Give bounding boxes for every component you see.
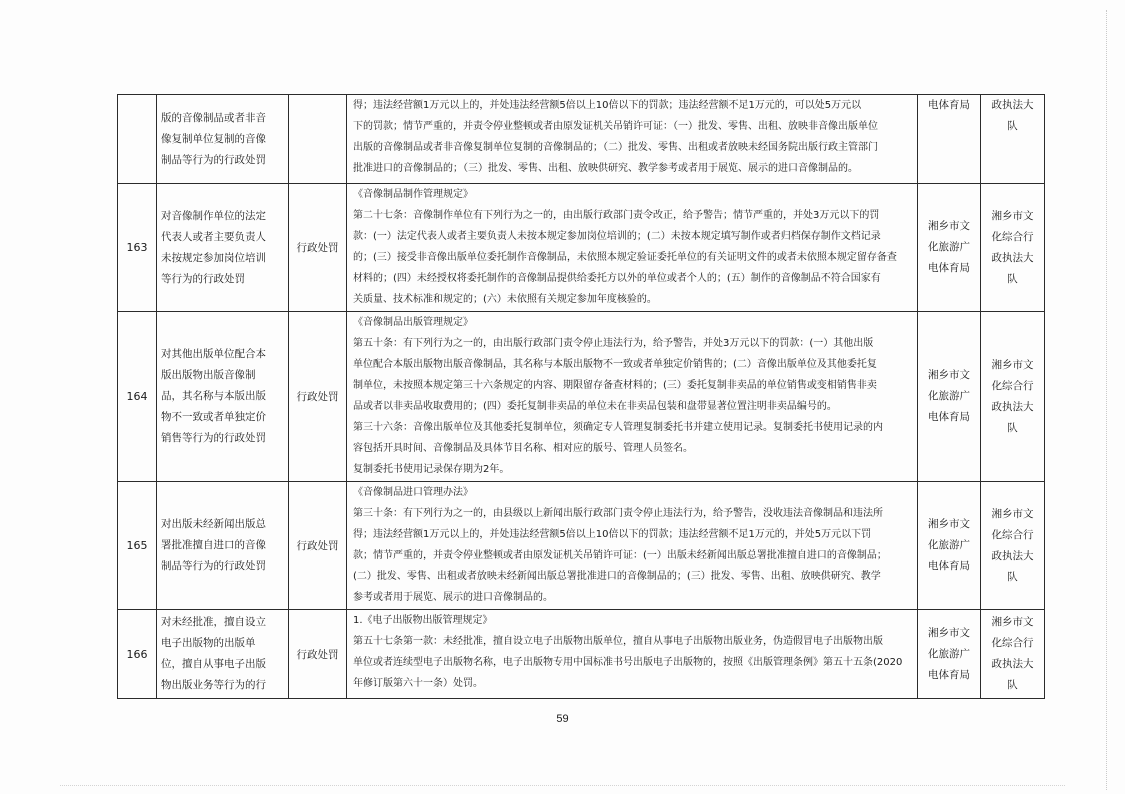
item-name-line: 等行为的行政处罚 (161, 272, 245, 285)
table-row (118, 95, 1045, 184)
item-name (157, 482, 289, 610)
penalty-items-table (117, 94, 1045, 699)
implementing-agency (918, 482, 981, 610)
scan-edge-artifact (1106, 10, 1111, 790)
unit-line: 队 (1007, 421, 1018, 434)
item-name-line: 对音像制作单位的法定 (161, 209, 266, 222)
unit-line: 湘乡市文 (991, 358, 1034, 371)
item-name-line: 对未经批准，擅自设立 (161, 616, 266, 628)
page-number: 59 (556, 713, 569, 725)
item-type: 行政处罚 (289, 312, 347, 482)
item-name (157, 95, 289, 184)
legal-basis (347, 482, 918, 610)
implementing-agency (918, 95, 981, 184)
item-type: 行政处罚 (289, 610, 347, 699)
legal-basis-line: 品或者以非卖品收取费用的；(四）委托复制非卖品的单位未在非卖品包装和盘带显著位置注明非卖品编号的。 (353, 401, 837, 412)
legal-basis (347, 95, 918, 184)
legal-basis-line: 的；(三）接受非音像出版单位委托制作音像制品，未依照本规定验证委托单位的有关证明文件的或者未依照本规定留存备查 (353, 252, 897, 263)
unit-line: 政执法大 (991, 251, 1034, 264)
enforcement-unit (981, 312, 1045, 482)
legal-basis-line: 款；情节严重的，并责令停业整顿或者由原发证机关吊销许可证：(一）出版未经新闻出版总署批准擅自进口的音像制品； (353, 550, 887, 561)
item-name-line: 像复制单位复制的音像 (161, 132, 266, 145)
row-number: 166 (118, 610, 157, 699)
item-name-line: 未按规定参加岗位培训 (161, 251, 266, 264)
legal-basis-line: 第三十条：有下列行为之一的，由县级以上新闻出版行政部门责令停止违法行为，给予警告，没收违法音像制品和违法所 (353, 508, 883, 519)
row-number: 165 (118, 482, 157, 610)
item-type (289, 95, 347, 184)
unit-line: 队 (1007, 272, 1018, 285)
item-type: 行政处罚 (289, 184, 347, 312)
item-type: 行政处罚 (289, 482, 347, 610)
item-name-line: 版的音像制品或者非音 (161, 111, 266, 124)
unit-line: 政执法大 (991, 99, 1034, 111)
agency-line: 湘乡市文 (928, 518, 970, 530)
unit-line: 化综合行 (991, 637, 1034, 649)
agency-line: 电体育局 (928, 262, 970, 274)
row-number: 164 (118, 312, 157, 482)
item-name-line: 物不一致或者单独定价 (161, 411, 266, 423)
item-name-line: 署批准擅自进口的音像 (161, 539, 266, 551)
legal-basis-line: 单位配合本版出版物出版音像制品，其名称与本版出版物不一致或者单独定价销售的；(二）音像出版单位及其他委托复 (353, 359, 877, 370)
agency-line: 化旅游广 (928, 647, 970, 660)
implementing-agency (918, 610, 981, 699)
item-name-line: 代表人或者主要负责人 (161, 230, 266, 243)
legal-basis-line: 制单位，未按照本规定第三十六条规定的内容、期限留存备查材料的；(三）委托复制非卖品的单位销售或变相销售非卖 (353, 380, 877, 391)
legal-basis-line: 容包括开具时间、音像制品及具体节目名称、相对应的版号、管理人员签名。 (353, 443, 693, 454)
item-name-line: 版出版物出版音像制 (161, 369, 256, 381)
implementing-agency (918, 312, 981, 482)
legal-basis-line: 第五十条：有下列行为之一的，由出版行政部门责令停止违法行为，给予警告，并处3万元以下的罚款：(一）其他出版 (353, 338, 874, 349)
item-name-line: 对出版未经新闻出版总 (161, 518, 266, 530)
item-name (157, 610, 289, 699)
unit-line: 政执法大 (991, 658, 1034, 670)
table-row (118, 312, 1045, 482)
item-name-line: 销售等行为的行政处罚 (161, 432, 266, 444)
item-name-line: 电子出版物的出版单 (161, 637, 256, 649)
enforcement-unit (981, 610, 1045, 699)
legal-basis-line: 下的罚款；情节严重的，并责令停业整顿或者由原发证机关吊销许可证：（一）批发、零售、出租、放映非音像出版单位 (353, 121, 878, 132)
legal-basis-line: 年修订版第六十一条）处罚。 (353, 678, 483, 689)
item-name (157, 312, 289, 482)
unit-line: 政执法大 (991, 400, 1034, 413)
legal-basis-line: 款：(一）法定代表人或者主要负责人未按本规定参加岗位培训的；(二）未按本规定填写制作或者归档保存制作文档记录 (353, 231, 881, 242)
unit-line: 队 (1007, 570, 1018, 583)
legal-basis-line: 关质量、技术标准和规定的；(六）未依照有关规定参加年度核验的。 (353, 294, 657, 305)
unit-line: 政执法大 (991, 549, 1034, 562)
legal-basis (347, 184, 918, 312)
enforcement-unit (981, 482, 1045, 610)
legal-basis-line: 出版的音像制品或者非音像复制单位复制的音像制品的；（二）批发、零售、出租或者放映未经国务院出版行政主管部门 (353, 142, 878, 153)
legal-basis-line: 第五十七条第一款：未经批准，擅自设立电子出版物出版单位，擅自从事电子出版物出版业务，伪造假冒电子出版物出版 (353, 636, 883, 647)
agency-line: 电体育局 (928, 411, 970, 423)
agency-line: 电体育局 (928, 99, 970, 111)
legal-basis-line: 材料的；(四）未经授权将委托制作的音像制品提供给委托方以外的单位或者个人的；(五）制作的音像制品不符合国家有 (353, 273, 881, 284)
item-name (157, 184, 289, 312)
agency-line: 电体育局 (928, 560, 970, 572)
agency-line: 湘乡市文 (928, 220, 970, 232)
legal-basis-line: 第二十七条：音像制作单位有下列行为之一的，由出版行政部门责令改正，给予警告；情节严重的，并处3万元以下的罚 (353, 210, 880, 221)
unit-line: 湘乡市文 (991, 616, 1034, 628)
item-name-line: 对其他出版单位配合本 (161, 348, 266, 360)
scan-bottom-artifact (60, 785, 1065, 787)
agency-line: 化旅游广 (928, 539, 970, 551)
implementing-agency (918, 184, 981, 312)
legal-basis-line: 《音像制品进口管理办法》 (353, 487, 473, 498)
unit-line: 队 (1007, 679, 1018, 691)
unit-line: 队 (1007, 120, 1018, 132)
agency-line: 湘乡市文 (928, 369, 970, 381)
legal-basis-line: 得；违法经营额1万元以上的，并处违法经营额5倍以上10倍以下的罚款；违法经营额不足1万元的，可以处5万元以 (353, 100, 862, 111)
unit-line: 化综合行 (991, 528, 1034, 541)
item-name-line: 位，擅自从事电子出版 (161, 658, 266, 670)
item-name-line: 物出版业务等行为的行 (161, 679, 266, 691)
legal-basis-line: 得；违法经营额1万元以上的，并处违法经营额5倍以上10倍以下的罚款；违法经营额不足1万元的，并处5万元以下罚 (353, 529, 872, 540)
table-row (118, 184, 1045, 312)
table-row (118, 482, 1045, 610)
legal-basis-line: 第三十六条：音像出版单位及其他委托复制单位，须确定专人管理复制委托书并建立使用记录。复制委托书使用记录的内 (353, 422, 883, 433)
row-number: 163 (118, 184, 157, 312)
unit-line: 湘乡市文 (991, 507, 1034, 520)
item-name-line: 品，其名称与本版出版 (161, 390, 266, 402)
agency-line: 湘乡市文 (928, 626, 970, 639)
item-name-line: 制品等行为的行政处罚 (161, 560, 266, 572)
enforcement-unit (981, 95, 1045, 184)
enforcement-unit (981, 184, 1045, 312)
agency-line: 化旅游广 (928, 241, 970, 253)
table-body (118, 95, 1045, 699)
table-row (118, 610, 1045, 699)
row-number (118, 95, 157, 184)
legal-basis-line: 批准进口的音像制品的；（三）批发、零售、出租、放映供研究、教学参考或者用于展览、展示的进口音像制品的。 (353, 163, 858, 174)
item-name-line: 制品等行为的行政处罚 (161, 153, 266, 166)
agency-line: 电体育局 (928, 668, 970, 681)
legal-basis-line: 《音像制品出版管理规定》 (353, 317, 473, 328)
legal-basis-line: (二）批发、零售、出租或者放映未经新闻出版总署批准进口的音像制品的；(三）批发、零售、出租、放映供研究、教学 (353, 571, 881, 582)
unit-line: 湘乡市文 (991, 209, 1034, 222)
legal-basis-line: 参考或者用于展览、展示的进口音像制品的。 (353, 592, 553, 603)
legal-basis (347, 312, 918, 482)
agency-line: 化旅游广 (928, 390, 970, 402)
legal-basis-line: 《音像制品制作管理规定》 (353, 189, 473, 200)
unit-line: 化综合行 (991, 230, 1034, 243)
legal-basis-line: 1.《电子出版物出版管理规定》 (353, 615, 493, 626)
legal-basis (347, 610, 918, 699)
unit-line: 化综合行 (991, 379, 1034, 392)
legal-basis-line: 复制委托书使用记录保存期为2年。 (353, 464, 510, 475)
legal-basis-line: 单位或者连续型电子出版物名称，电子出版物专用中国标准书号出版电子出版物的，按照《出版管理条例》第五十五条(2020 (353, 657, 903, 668)
